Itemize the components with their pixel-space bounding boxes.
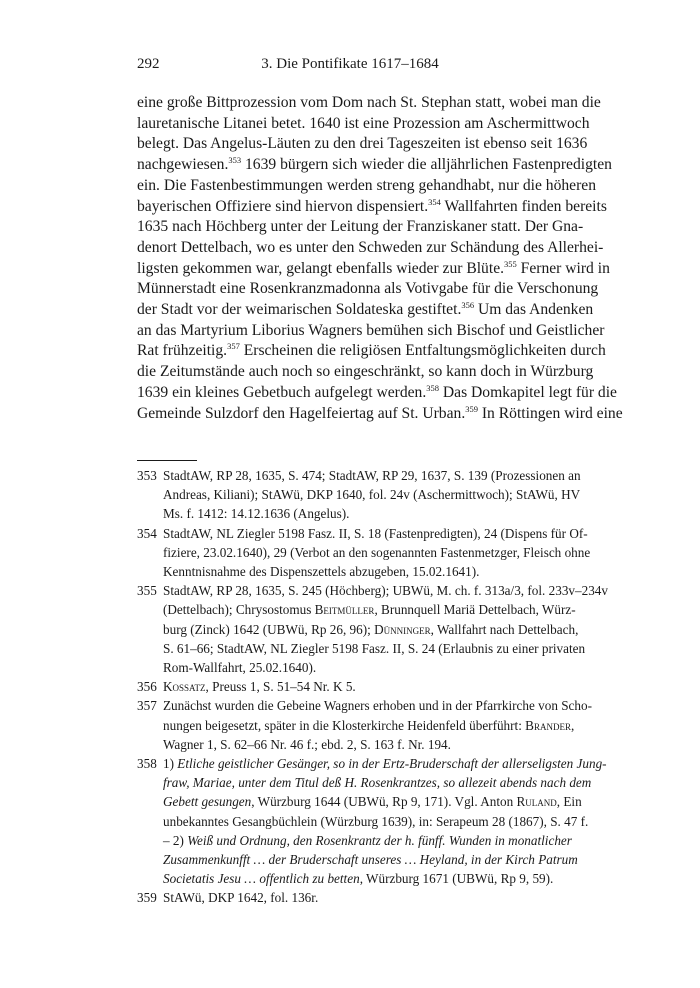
footnote-segment: 1) [163,756,178,772]
footnote-line: Kenntnisnahme des Dispenszettels abzugeben, 15.02.1641). [163,564,480,580]
footnote-line: fraw, Mariae, unter dem Titul deß H. Rosenkrantzes, so allezeit abends nach dem [163,775,592,791]
footnote-segment: , [570,717,575,733]
body-line [137,196,607,218]
footnote-356 [137,677,563,696]
footnote-ref[interactable]: 359 [465,403,478,414]
footnote-number: 355 [137,583,157,599]
body-line: belegt. Das Angelus-Läuten zu den drei Tageszeiten ist ebenso seit 1636 [137,135,588,153]
body-text [137,93,623,424]
footnote-355 [137,581,608,677]
footnote-line: Andreas, Kiliani); StAWü, DKP 1640, fol. 24v (Aschermittwoch); StAWü, HV [163,487,581,503]
body-line: Münnerstadt eine Rosenkranzmadonna als Votivgabe für die Verschonung [137,280,599,298]
footnote-segment: , Brunnquell Mariä Dettelbach, Würz- [374,602,576,618]
body-text-segment: In Röttingen wird eine [477,404,623,422]
author-name: Kossatz [163,679,206,695]
body-line: an das Martyrium Liborius Wagners bemühen sich Bischof und Geistlicher [137,321,605,339]
footnote-line [163,600,576,619]
author-name: Dünninger [374,621,431,637]
footnote-line: StadtAW, RP 28, 1635, S. 474; StadtAW, RP 29, 1637, S. 139 (Prozessionen an [163,468,581,483]
body-text-segment: der Stadt vor der weimarischen Soldateska gestiftet. [137,301,462,319]
footnote-number: 353 [137,468,157,483]
footnote-353 [137,466,581,524]
body-text-segment: Das Domkapitel legt für die [439,383,617,401]
footnote-number: 358 [137,756,157,772]
footnotes [137,466,608,908]
footnote-ref[interactable]: 353 [228,155,242,166]
footnote-separator [137,460,197,461]
body-text-segment: ligsten gekommen war, gelangt ebenfalls wieder zur Blüte. [137,259,505,277]
footnote-ref[interactable]: 355 [504,258,517,269]
body-line: ein. Die Fastenbestimmungen werden streng gehandhabt, nur die höheren [137,176,597,194]
author-name: Brander [525,717,571,733]
footnote-359 [137,888,563,907]
body-line: denort Dettelbach, wo es unter den Schweden zur Schändung des Allerhei- [137,238,604,256]
footnote-line [163,716,575,735]
footnote-number: 357 [137,698,157,714]
footnote-number: 359 [137,890,157,906]
footnote-line [163,677,563,696]
footnote-358 [137,754,607,888]
author-name: Beitmüller [314,602,375,618]
footnote-line: StAWü, DKP 1642, fol. 136r. [163,890,319,906]
body-line: eine große Bittprozession vom Dom nach St. Stephan statt, wobei man die [137,94,601,111]
book-title: Etliche geistlicher Gesänger, so in der Ertz-Bruderschaft der allerseligsten Jung- [177,756,607,772]
book-title: Gebett gesungen [163,794,252,810]
body-text-segment: Ferner wird in [516,259,610,277]
body-text-segment: bayerischen Offiziere sind hiervon dispensiert. [137,197,429,215]
footnote-segment: nungen beigesetzt, später in die Klosterkirche Heidenfeld überführt: [163,717,526,733]
body-line [137,382,617,404]
footnote-line: Zusammenkunfft … der Bruderschaft unseres … Heyland, in der Kirch Patrum [163,852,578,868]
footnote-line: Wagner 1, S. 62–66 Nr. 46 f.; ebd. 2, S. 163 f. Nr. 194. [163,736,451,752]
footnote-ref[interactable]: 357 [227,341,240,352]
footnote-number: 354 [137,525,157,541]
footnote-segment: – 2) [163,832,188,848]
footnote-357 [137,696,592,754]
footnote-ref[interactable]: 356 [461,300,475,311]
body-line [137,341,606,362]
body-text-segment: nachgewiesen. [137,156,229,174]
footnote-segment: , Würzburg 1671 (UBWü, Rp 9, 59). [359,871,554,887]
footnote-line: S. 61–66; StadtAW, NL Ziegler 5198 Fasz. II, S. 24 (Erlaubnis zu einer privaten [163,640,586,656]
footnote-ref[interactable]: 354 [428,196,441,207]
body-line: 1635 nach Höchberg unter der Leitung der Franziskaner statt. Der Gna- [137,218,584,236]
body-line [137,300,594,321]
footnote-segment: , Preuss 1, S. 51–54 Nr. K 5. [205,679,356,695]
footnote-line: Zunächst wurden die Gebeine Wagners erhoben und in der Pfarrkirche von Scho- [163,698,592,714]
body-line: lauretanische Litanei betet. 1640 ist eine Prozession am Aschermittwoch [137,114,590,132]
footnote-line: StadtAW, NL Ziegler 5198 Fasz. II, S. 18 (Fastenpredigten), 24 (Dispens für Of- [163,525,588,541]
body-line: die Zeitumstände auch noch so eingeschränkt, so kann doch in Würzburg [137,363,594,381]
body-line [137,155,612,176]
body-text-segment: Um das Andenken [474,301,594,319]
page-number: 292 [137,56,160,72]
footnote-segment: , Ein [556,794,582,810]
body-line [137,403,623,425]
book-title: Weiß und Ordnung, den Rosenkrantz der h. fünff. Wunden in monatlicher [187,832,572,848]
footnote-354 [137,524,591,582]
footnote-line: StadtAW, RP 28, 1635, S. 245 (Höchberg); UBWü, M. ch. f. 313a/3, fol. 233v–234v [163,583,608,599]
author-name: Ruland [516,794,557,810]
footnote-line: unbekanntes Gesangbüchlein (Würzburg 1639), in: Serapeum 28 (1867), S. 47 f. [163,813,589,829]
footnote-line: fiziere, 23.02.1640), 29 (Verbot an den sogenannten Fastenmetzger, Fleisch ohne [163,544,591,560]
footnote-segment: (Dettelbach); Chrysostomus [163,602,315,618]
footnote-line: Ms. f. 1412: 14.12.1636 (Angelus). [163,506,350,522]
body-text-segment: 1639 ein kleines Gebetbuch aufgelegt werden. [137,383,427,401]
footnote-line [163,831,572,850]
running-head: 3. Die Pontifikate 1617–1684 [261,56,439,72]
footnote-segment: , Wallfahrt nach Dettelbach, [430,621,579,637]
footnote-ref[interactable]: 358 [426,382,439,393]
footnote-number: 356 [137,679,157,695]
page-header [137,56,563,76]
body-text-segment: Wallfahrten finden bereits [440,197,607,215]
footnote-segment: burg (Zinck) 1642 (UBWü, Rp 26, 96); [163,621,375,637]
body-text-segment: 1639 bürgern sich wieder die alljährlichen Fastenpredigten [241,156,612,174]
footnote-segment: , Würzburg 1644 (UBWü, Rp 9, 171). Vgl. Anton [251,794,517,810]
body-text-segment: Erscheinen die religiösen Entfaltungsmöglichkeiten durch [239,342,606,360]
body-text-segment: Gemeinde Sulzdorf den Hagelfeiertag auf St. Urban. [137,404,466,422]
body-text-segment: Rat frühzeitig. [137,342,228,360]
footnote-line: Rom-Wallfahrt, 25.02.1640). [163,660,317,676]
footnote-line [163,754,607,773]
footnote-line [163,869,563,888]
footnote-line [163,620,579,639]
body-line [137,258,610,280]
footnote-line [163,792,582,811]
book-title: Societatis Jesu … offentlich zu betten [163,871,360,887]
